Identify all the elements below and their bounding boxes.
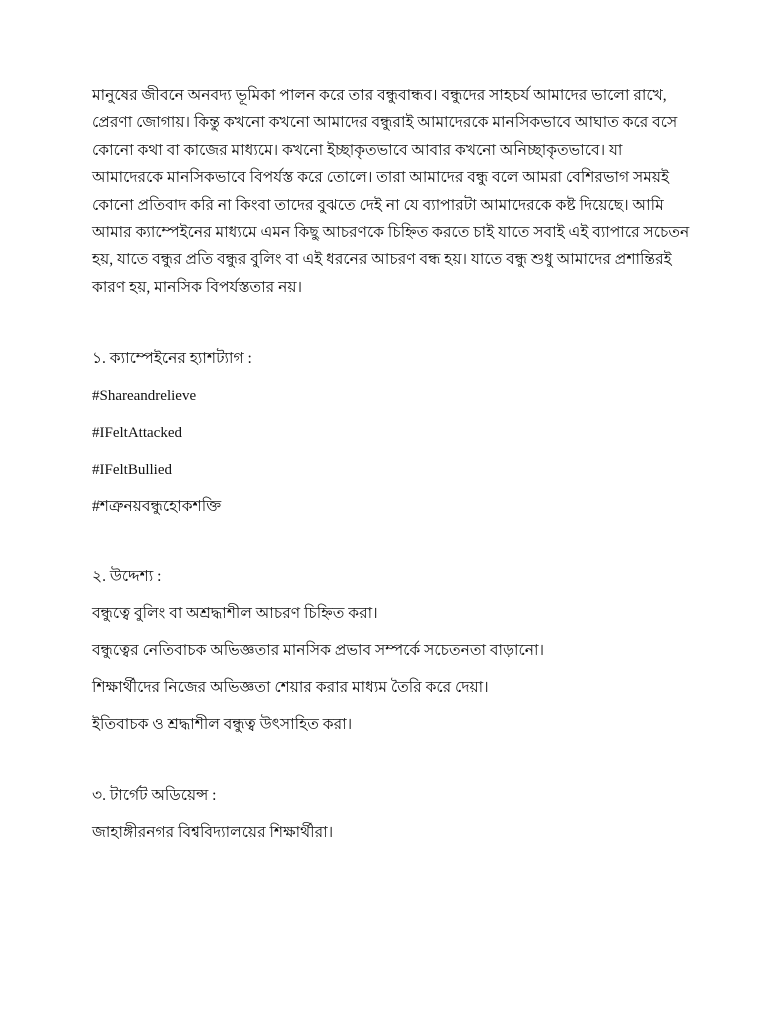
audience-item: জাহাঙ্গীরনগর বিশ্ববিদ্যালয়ের শিক্ষার্থীরা। bbox=[92, 824, 334, 842]
document-body bbox=[92, 82, 692, 843]
objective-item: বন্ধুত্বে বুলিং বা অশ্রদ্ধাশীল আচরণ চিহ্নিত করা। bbox=[92, 605, 378, 623]
objective-item: ইতিবাচক ও শ্রদ্ধাশীল বন্ধুত্ব উৎসাহিত করা। bbox=[92, 716, 353, 734]
audience-section-heading: ৩. টার্গেট অডিয়েন্স : bbox=[92, 787, 217, 805]
hashtag-section-heading: ১. ক্যাম্পেইনের হ্যাশট্যাগ : bbox=[92, 350, 252, 368]
intro-paragraph: মানুষের জীবনে অনবদ্য ভূমিকা পালন করে তার বন্ধুবান্ধব। বন্ধুদের সাহচর্য আমাদের ভালো রাখে, প্রেরণা জোগায়। কিন্তু কখনো কখনো আমাদের বন্ধুরাই আমাদেরকে মানসিকভাবে আঘাত করে বসে কোনো কথা বা কাজের মাধ্যমে। কখনো ইচ্ছাকৃতভাবে আবার কখনো অনিচ্ছাকৃতভাবে। যা আমাদেরকে মানসিকভাবে বিপর্যস্ত করে তোলে। তারা আমাদের বন্ধু বলে আমরা বেশিরভাগ সময়ই কোনো প্রতিবাদ করি না কিংবা তাদের বুঝতে দেই না যে ব্যাপারটা আমাদেরকে কষ্ট দিয়েছে। আমি আমার ক্যাম্পেইনের মাধ্যমে এমন কিছু আচরণকে চিহ্নিত করতে চাই যাতে সবাই এই ব্যাপারে সচেতন হয়, যাতে বন্ধুর প্রতি বন্ধুর বুলিং বা এই ধরনের আচরণ বন্ধ হয়। যাতে বন্ধু শুধু আমাদের প্রশান্তিরই কারণ হয়, মানসিক বিপর্যস্ততার নয়। bbox=[92, 87, 690, 296]
objective-item: বন্ধুত্বের নেতিবাচক অভিজ্ঞতার মানসিক প্রভাব সম্পর্কে সচেতনতা বাড়ানো। bbox=[92, 642, 545, 660]
objectives-section-heading: ২. উদ্দেশ্য : bbox=[92, 568, 162, 586]
hashtag-item: #IFeltBullied bbox=[92, 462, 172, 479]
hashtag-item: #IFeltAttacked bbox=[92, 425, 182, 442]
hashtag-item: #শত্রুনয়বন্ধুহোকশক্তি bbox=[92, 498, 222, 516]
hashtag-item: #Shareandrelieve bbox=[92, 388, 197, 405]
objective-item: শিক্ষার্থীদের নিজের অভিজ্ঞতা শেয়ার করার মাধ্যম তৈরি করে দেয়া। bbox=[92, 679, 489, 697]
